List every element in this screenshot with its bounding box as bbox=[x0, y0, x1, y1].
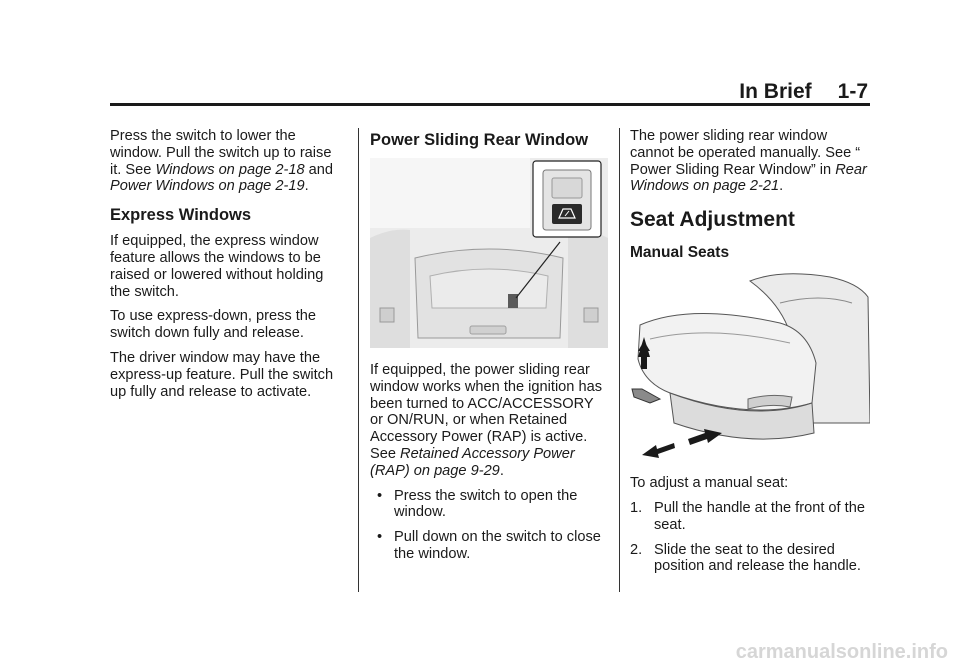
text: . bbox=[779, 178, 784, 195]
paragraph: If equipped, the express window feature allows the windows to be raised or lowered without holding the switch. bbox=[110, 233, 324, 300]
paragraph bbox=[110, 128, 338, 195]
step-number: 2. bbox=[630, 541, 643, 558]
paragraph: To use express-down, press the switch down fully and release. bbox=[110, 308, 317, 342]
manual-seats-heading: Manual Seats bbox=[630, 244, 730, 262]
column-divider bbox=[619, 128, 620, 592]
rear-window-switch-illustration bbox=[370, 158, 608, 348]
bullet-icon: • bbox=[377, 529, 383, 546]
watermark: carmanualsonline.info bbox=[735, 641, 948, 663]
page-number: 1-7 bbox=[837, 80, 868, 103]
cross-reference-link[interactable]: Rear Windows on page 2-21 bbox=[630, 161, 867, 195]
express-windows-heading: Express Windows bbox=[110, 206, 252, 225]
step-number: 1. bbox=[630, 499, 643, 516]
text: Press the switch to lower the window. Pull the switch up to raise it. See bbox=[110, 128, 332, 178]
paragraph bbox=[370, 362, 608, 480]
power-sliding-rear-window-heading: Power Sliding Rear Window bbox=[370, 131, 589, 149]
bullet-icon: • bbox=[377, 487, 383, 504]
text: The power sliding rear window cannot be operated manually. See “ Power Sliding Rear Window” in bbox=[630, 128, 861, 178]
cross-reference-link[interactable]: Windows on page 2-18 bbox=[155, 161, 305, 178]
list-item bbox=[370, 488, 608, 522]
text: If equipped, the power sliding rear window works when the ignition has been turned to ACC/ACCESSORY or ON/RUN, or when Retained Accessory Power (RAP) is active. See bbox=[370, 362, 603, 462]
text: Pull down on the switch to close the window. bbox=[394, 529, 601, 562]
list-item bbox=[630, 542, 870, 576]
page-header bbox=[739, 80, 868, 104]
text: Slide the seat to the desired position and release the handle. bbox=[654, 541, 861, 575]
cross-reference-link[interactable]: Retained Accessory Power (RAP) on page 9-29 bbox=[370, 445, 575, 479]
cross-reference-link[interactable]: Power Windows on page 2-19 bbox=[110, 178, 305, 195]
section-title: In Brief bbox=[739, 80, 812, 103]
column-divider bbox=[358, 128, 359, 592]
column-1 bbox=[110, 128, 338, 408]
paragraph: To adjust a manual seat: bbox=[630, 475, 789, 492]
text: Press the switch to open the window. bbox=[394, 487, 578, 521]
text: . bbox=[304, 178, 309, 195]
manual-seat-illustration bbox=[630, 273, 870, 465]
text: and bbox=[304, 161, 333, 178]
text: Pull the handle at the front of the seat. bbox=[654, 499, 865, 533]
paragraph: The driver window may have the express-up feature. Pull the switch up fully and release to activate. bbox=[110, 349, 334, 400]
text: . bbox=[499, 462, 504, 479]
header-rule bbox=[110, 103, 870, 106]
column-2 bbox=[370, 128, 608, 571]
seat-adjustment-heading: Seat Adjustment bbox=[630, 208, 795, 232]
list-item bbox=[630, 500, 870, 534]
paragraph bbox=[630, 128, 870, 195]
list-item bbox=[370, 529, 608, 563]
column-3 bbox=[630, 128, 870, 583]
